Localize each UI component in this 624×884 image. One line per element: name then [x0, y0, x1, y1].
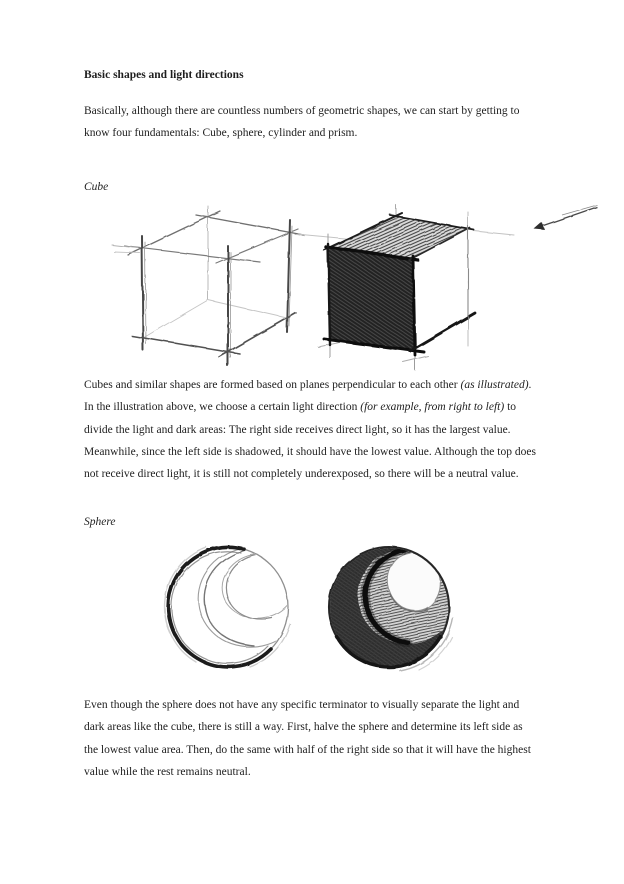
cube-section-label: Cube: [84, 181, 109, 193]
sphere-figure: [84, 540, 524, 692]
cube-paragraph-italic-2: (for example, from right to left): [360, 401, 505, 414]
cube-paragraph: [84, 374, 538, 485]
sphere-section-label: Sphere: [84, 516, 116, 528]
sphere-paragraph: Even though the sphere does not have any specific terminator to visually separate the light and dark areas like the cube, there is still a way. First, halve the sphere and determine its left side as the lowest value area. Then, do the same with half of the right side so that it will have the highest value while the rest remains neutral.: [84, 699, 531, 778]
shaded-cube-sketch: [318, 205, 514, 370]
shaded-sphere-sketch: [329, 547, 458, 671]
cube-paragraph-italic-1: (as illustrated): [460, 379, 529, 391]
cube-paragraph-text-3: to divide the light and dark areas: The right side receives direct light, so it has the largest value. Meanwhile, since the left side is shadowed, it should have the lowest value. Although the top does not receive direct light, it is still not completely underexposed, so there will be a neutral value.: [84, 401, 536, 481]
construction-cube-sketch: [112, 206, 350, 366]
outline-sphere-sketch: [165, 540, 316, 667]
cube-paragraph-text-2: . In the illustration above, we choose a certain light direction: [84, 379, 532, 414]
page-title: Basic shapes and light directions: [84, 69, 244, 81]
cube-paragraph-text-1: Cubes and similar shapes are formed based on planes perpendicular to each other: [84, 379, 461, 391]
cube-figure: [84, 198, 612, 380]
intro-paragraph: Basically, although there are countless numbers of geometric shapes, we can start by getting to know four fundamentals: Cube, sphere, cylinder and prism.: [84, 105, 520, 140]
light-direction-arrow-icon: [534, 205, 597, 230]
